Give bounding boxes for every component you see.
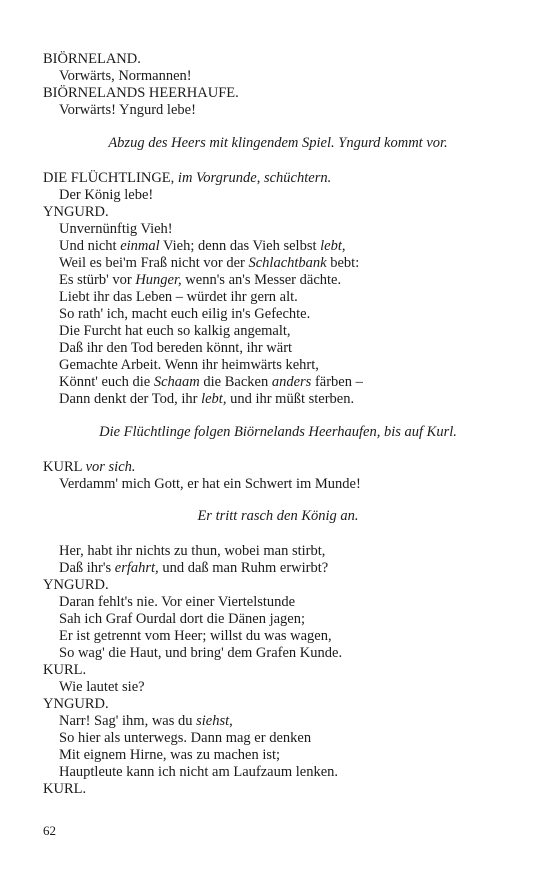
text-segment: Wie lautet sie? — [59, 679, 145, 695]
text-segment: KURL — [43, 459, 86, 475]
speaker-heading — [43, 662, 513, 679]
italic-text: einmal — [120, 238, 160, 254]
verse-line — [43, 187, 513, 204]
verse-line — [43, 102, 513, 119]
text-segment: Könnt' euch die — [59, 374, 154, 390]
text-segment: Es stürb' vor — [59, 272, 136, 288]
text-segment: Mit eignem Hirne, was zu machen ist; — [59, 747, 281, 763]
text-segment: Unvernünftig Vieh! — [59, 221, 173, 237]
text-segment: Hauptleute kann ich nicht am Laufzaum lenken. — [59, 764, 339, 780]
text-segment: Er tritt rasch den König an. — [197, 508, 359, 524]
verse-line — [43, 594, 513, 611]
text-segment: Verdamm' mich Gott, er hat ein Schwert im Munde! — [59, 476, 361, 492]
verse-line — [43, 628, 513, 645]
verse-line — [43, 713, 513, 730]
verse-line — [43, 221, 513, 238]
text-segment: YNGURD. — [43, 577, 109, 593]
verse-line — [43, 611, 513, 628]
text-segment: Die Flüchtlinge folgen Biörnelands Heerhaufen, bis auf Kurl. — [99, 424, 457, 440]
speaker-heading — [43, 170, 513, 187]
verse-line — [43, 238, 513, 255]
verse-line — [43, 645, 513, 662]
verse-line — [43, 272, 513, 289]
text-segment: färben – — [311, 374, 363, 390]
text-segment: Er ist getrennt vom Heer; willst du was wagen, — [59, 628, 332, 644]
text-segment: BIÖRNELAND. — [43, 51, 141, 67]
verse-line — [43, 374, 513, 391]
verse-line — [43, 391, 513, 408]
play-text — [43, 51, 513, 798]
text-segment: Daß ihr's — [59, 560, 115, 576]
text-segment: wenn's an's Messer dächte. — [181, 272, 342, 288]
stage-direction — [43, 508, 513, 525]
verse-line — [43, 764, 513, 781]
verse-line — [43, 255, 513, 272]
italic-text: vor sich. — [85, 459, 136, 475]
text-segment: BIÖRNELANDS HEERHAUFE. — [43, 85, 239, 101]
text-segment: die Backen — [199, 374, 272, 390]
verse-line — [43, 476, 513, 493]
speaker-heading — [43, 696, 513, 713]
text-segment: Gemachte Arbeit. Wenn ihr heimwärts kehrt, — [59, 357, 319, 373]
italic-text: anders — [271, 374, 312, 390]
text-segment: Vieh; denn das Vieh selbst — [159, 238, 321, 254]
italic-text: Schlachtbank — [248, 255, 327, 271]
verse-line — [43, 357, 513, 374]
text-segment: bebt: — [326, 255, 360, 271]
speaker-heading — [43, 204, 513, 221]
speaker-heading — [43, 781, 513, 798]
speaker-heading — [43, 85, 513, 102]
text-segment: Her, habt ihr nichts zu thun, wobei man stirbt, — [59, 543, 326, 559]
verse-line — [43, 730, 513, 747]
italic-text: erfahrt, — [114, 560, 159, 576]
verse-line — [43, 679, 513, 696]
verse-line — [43, 340, 513, 357]
speaker-heading — [43, 51, 513, 68]
page-number: 62 — [43, 823, 56, 838]
text-segment: KURL. — [43, 662, 87, 678]
text-segment: Vorwärts! Yngurd lebe! — [59, 102, 196, 118]
text-segment: So rath' ich, macht euch eilig in's Gefechte. — [59, 306, 311, 322]
verse-line — [43, 747, 513, 764]
text-segment: Vorwärts, Normannen! — [59, 68, 192, 84]
verse-line — [43, 289, 513, 306]
italic-text: siehst, — [196, 713, 233, 729]
text-segment: So wag' die Haut, und bring' dem Grafen Kunde. — [59, 645, 343, 661]
text-segment: Der König lebe! — [59, 187, 154, 203]
verse-line — [43, 543, 513, 560]
text-segment: YNGURD. — [43, 696, 109, 712]
verse-line — [43, 323, 513, 340]
text-segment: und daß man Ruhm erwirbt? — [158, 560, 329, 576]
text-segment: Weil es bei'm Fraß nicht vor der — [59, 255, 249, 271]
text-segment: YNGURD. — [43, 204, 109, 220]
text-segment: und ihr müßt sterben. — [226, 391, 355, 407]
text-segment: Sah ich Graf Ourdal dort die Dänen jagen; — [59, 611, 306, 627]
text-segment: Abzug des Heers mit klingendem Spiel. Yngurd kommt vor. — [108, 135, 448, 151]
text-segment: Narr! Sag' ihm, was du — [59, 713, 197, 729]
text-segment: Daß ihr den Tod bereden könnt, ihr wärt — [59, 340, 293, 356]
text-segment: KURL. — [43, 781, 87, 797]
italic-text: lebt, — [320, 238, 346, 254]
stage-direction — [43, 135, 513, 152]
verse-line — [43, 306, 513, 323]
text-segment: Und nicht — [59, 238, 121, 254]
stage-direction — [43, 424, 513, 441]
verse-line — [43, 68, 513, 85]
text-segment: Liebt ihr das Leben – würdet ihr gern alt. — [59, 289, 298, 305]
text-segment: So hier als unterwegs. Dann mag er denken — [59, 730, 312, 746]
italic-text: lebt, — [201, 391, 227, 407]
verse-line — [43, 560, 513, 577]
text-segment: Daran fehlt's nie. Vor einer Viertelstunde — [59, 594, 296, 610]
italic-text: im Vorgrunde, schüchtern. — [177, 170, 332, 186]
text-segment: DIE FLÜCHTLINGE, — [43, 170, 178, 186]
text-segment: Die Furcht hat euch so kalkig angemalt, — [59, 323, 291, 339]
speaker-heading — [43, 459, 513, 476]
speaker-heading — [43, 577, 513, 594]
italic-text: Schaam — [153, 374, 200, 390]
italic-text: Hunger, — [135, 272, 182, 288]
text-segment: Dann denkt der Tod, ihr — [59, 391, 202, 407]
